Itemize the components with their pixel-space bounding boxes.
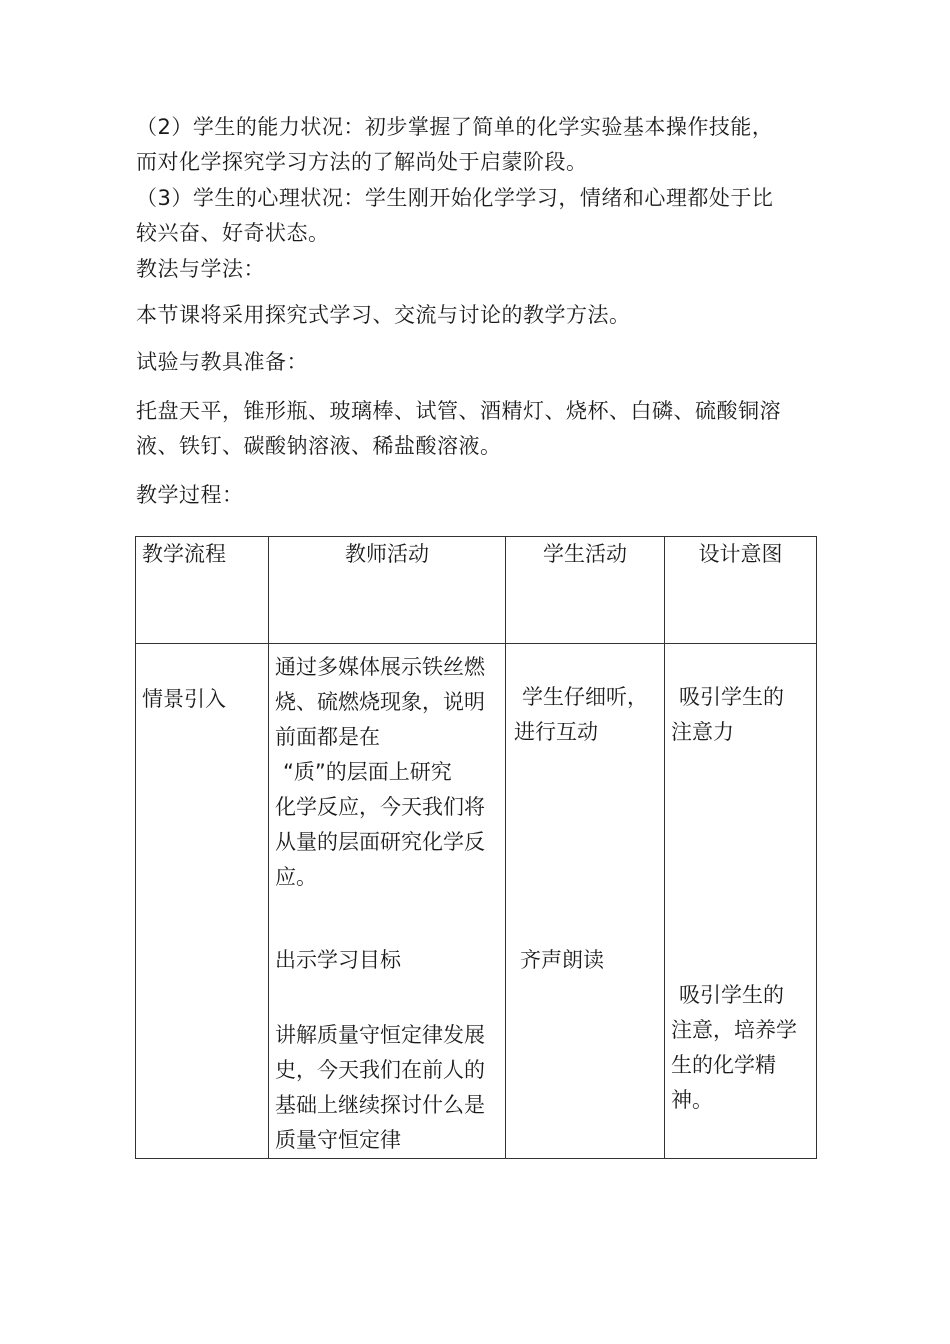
header-design-intent: 设计意图 [665, 537, 817, 644]
design-line: 注意力 [671, 720, 734, 744]
design-line: 吸引学生的 [679, 685, 784, 709]
teacher-activity-cell [269, 644, 506, 1159]
teacher-activity-block-2: 出示学习目标 [275, 948, 401, 972]
table-row [136, 644, 817, 1159]
design-line: 生的化学精 [671, 1053, 776, 1077]
teacher-line: 前面都是在 [275, 725, 380, 749]
ability-line-1: （2）学生的能力状况：初步掌握了简单的化学实验基本操作技能， [136, 115, 774, 139]
lesson-table [135, 536, 817, 1159]
teacher-line: 应。 [275, 865, 317, 889]
teacher-line: 通过多媒体展示铁丝燃 [275, 655, 485, 679]
teacher-line: “质”的层面上研究 [283, 760, 452, 784]
teacher-line: 化学反应，今天我们将 [275, 795, 485, 819]
methods-heading: 教法与学法： [136, 257, 265, 281]
equipment-line-1: 托盘天平，锥形瓶、玻璃棒、试管、酒精灯、烧杯、白磷、硫酸铜溶 [136, 399, 781, 423]
design-line: 神。 [671, 1088, 713, 1112]
teacher-line: 从量的层面研究化学反 [275, 830, 485, 854]
ability-line-2: 而对化学探究学习方法的了解尚处于启蒙阶段。 [136, 150, 588, 174]
student-activity-cell [506, 644, 665, 1159]
methods-text: 本节课将采用探究式学习、交流与讨论的教学方法。 [136, 303, 631, 327]
teacher-line: 烧、硫燃烧现象，说明 [275, 690, 485, 714]
table-header-row [136, 537, 817, 644]
teacher-line: 讲解质量守恒定律发展 [275, 1023, 485, 1047]
ability-paragraph [136, 110, 773, 180]
design-line: 吸引学生的 [679, 983, 784, 1007]
header-student-activity: 学生活动 [506, 537, 665, 644]
design-line: 注意，培养学 [671, 1018, 797, 1042]
mental-paragraph [136, 181, 773, 251]
student-line: 进行互动 [514, 720, 598, 744]
student-activity-block-1 [506, 644, 664, 750]
stage-label: 情景引入 [142, 687, 226, 711]
teacher-line: 史，今天我们在前人的 [275, 1058, 485, 1082]
process-heading: 教学过程： [136, 483, 244, 507]
design-intent-block-1 [665, 644, 816, 750]
teacher-line: 质量守恒定律 [275, 1128, 401, 1152]
teacher-activity-block-1 [269, 644, 505, 895]
student-activity-block-2: 齐声朗读 [520, 948, 604, 972]
equipment-paragraph [136, 394, 781, 464]
design-intent-block-2 [665, 978, 816, 1118]
header-stage: 教学流程 [136, 537, 269, 644]
equipment-heading: 试验与教具准备： [136, 350, 308, 374]
header-teacher-activity: 教师活动 [269, 537, 506, 644]
design-intent-cell [665, 644, 817, 1159]
teacher-activity-block-3 [269, 1018, 505, 1158]
equipment-line-2: 液、铁钉、碳酸钠溶液、稀盐酸溶液。 [136, 434, 502, 458]
teacher-line: 基础上继续探讨什么是 [275, 1093, 485, 1117]
mental-line-2: 较兴奋、好奇状态。 [136, 221, 330, 245]
stage-cell [136, 644, 269, 1159]
mental-line-1: （3）学生的心理状况：学生刚开始化学学习，情绪和心理都处于比 [136, 186, 774, 210]
student-line: 学生仔细听， [522, 685, 648, 709]
